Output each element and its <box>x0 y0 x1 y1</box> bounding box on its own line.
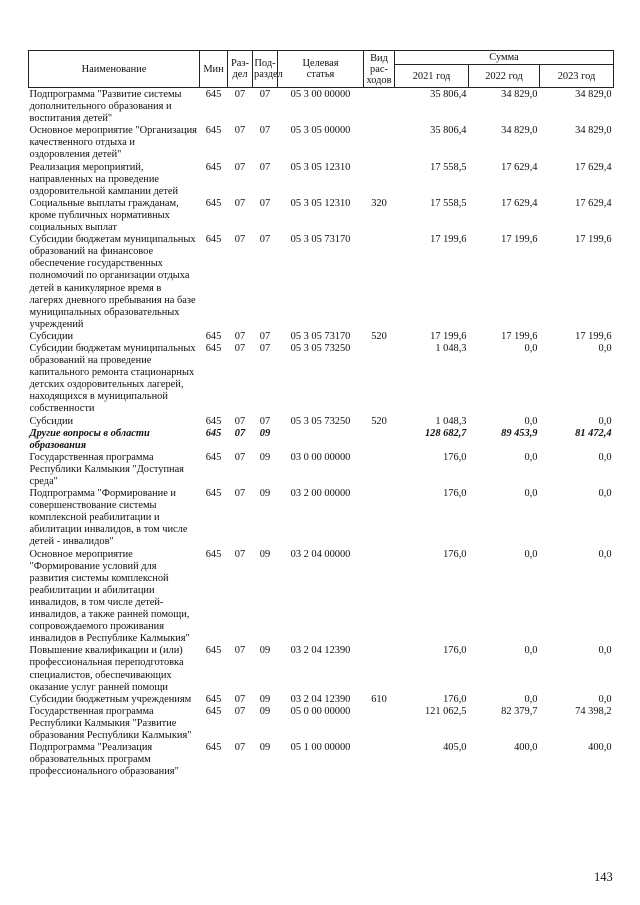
row-expense-type <box>364 452 395 488</box>
row-name: Подпрограмма "Реализация образовательных программ профессионального образования" <box>29 742 179 778</box>
row-sum-2021: 1 048,3 <box>435 342 467 354</box>
row-subsection: 07 <box>259 342 271 354</box>
table-row <box>29 416 614 428</box>
row-expense-type <box>364 549 395 646</box>
row-expense-type: 520 <box>371 415 387 427</box>
row-subsection: 09 <box>259 645 271 657</box>
row-sum-2021: 176,0 <box>443 645 467 657</box>
row-name: Государственная программа Республики Калмыкия "Развитие образования Республики Калмыкия" <box>29 705 192 741</box>
row-sum-2023: 0,0 <box>598 451 612 463</box>
row-name: Государственная программа Республики Калмыкия "Доступная среда" <box>29 451 184 487</box>
row-ministry: 645 <box>205 645 222 657</box>
row-section: 07 <box>234 645 246 657</box>
row-subsection: 07 <box>259 125 271 137</box>
row-name: Основное мероприятие "Организация качественного отдыха и оздоровления детей" <box>29 125 197 161</box>
row-name: Подпрограмма "Развитие системы дополнительного образования и воспитания детей" <box>29 89 182 125</box>
row-subsection: 09 <box>259 742 271 754</box>
header-name: Наименование <box>29 51 200 88</box>
row-section: 07 <box>234 234 246 246</box>
table-row <box>29 331 614 343</box>
row-target-item: 05 3 05 12310 <box>290 197 351 209</box>
row-expense-type <box>364 88 395 126</box>
row-sum-2022: 0,0 <box>524 645 538 657</box>
row-ministry: 645 <box>205 548 222 560</box>
table-row <box>29 428 614 452</box>
row-sum-2022: 17 199,6 <box>501 234 538 246</box>
row-section: 07 <box>234 125 246 137</box>
row-name: Повышение квалификации и (или) профессиональная переподготовка специалистов, обеспечивающих оказание услуг ранней помощи <box>29 645 184 693</box>
table-row <box>29 488 614 548</box>
row-sum-2022: 34 829,0 <box>501 125 538 137</box>
row-target-item: 05 3 05 73250 <box>290 415 351 427</box>
row-sum-2023: 17 199,6 <box>575 234 612 246</box>
row-expense-type: 320 <box>371 197 387 209</box>
row-expense-type <box>364 162 395 198</box>
row-sum-2023: 34 829,0 <box>575 125 612 137</box>
row-expense-type <box>364 234 395 331</box>
table-row <box>29 694 614 706</box>
row-ministry: 645 <box>205 197 222 209</box>
row-sum-2022: 82 379,7 <box>501 705 538 717</box>
row-ministry: 645 <box>205 451 222 463</box>
row-sum-2023: 0,0 <box>598 488 612 500</box>
row-subsection: 09 <box>259 427 271 439</box>
row-ministry: 645 <box>205 705 222 717</box>
header-year-2022: 2022 год <box>469 65 540 88</box>
row-expense-type <box>364 706 395 742</box>
row-sum-2023: 34 829,0 <box>575 89 612 100</box>
row-target-item: 03 0 00 00000 <box>290 451 351 463</box>
row-subsection: 07 <box>259 197 271 209</box>
row-expense-type <box>364 645 395 693</box>
row-sum-2022: 17 629,4 <box>501 161 538 173</box>
row-section: 07 <box>234 197 246 209</box>
row-name: Социальные выплаты гражданам, кроме публичных нормативных социальных выплат <box>29 197 179 234</box>
header-year-2023: 2023 год <box>540 65 614 88</box>
row-sum-2022: 400,0 <box>514 742 538 754</box>
row-subsection: 07 <box>259 89 271 100</box>
row-subsection: 07 <box>259 330 271 342</box>
row-sum-2023: 81 472,4 <box>575 427 612 439</box>
row-sum-2022: 0,0 <box>524 451 538 463</box>
header-year-2021: 2021 год <box>395 65 469 88</box>
row-name: Другие вопросы в области образования <box>29 427 150 451</box>
row-sum-2023: 0,0 <box>598 693 612 705</box>
row-section: 07 <box>234 488 246 500</box>
row-target-item: 05 3 00 00000 <box>290 89 351 100</box>
table-row <box>29 88 614 126</box>
row-subsection: 09 <box>259 548 271 560</box>
row-sum-2023: 0,0 <box>598 342 612 354</box>
row-name: Субсидии <box>29 415 74 427</box>
row-ministry: 645 <box>205 427 222 439</box>
row-sum-2021: 17 558,5 <box>430 197 467 209</box>
row-sum-2023: 0,0 <box>598 645 612 657</box>
row-ministry: 645 <box>205 89 222 100</box>
row-target-item: 03 2 04 12390 <box>290 645 351 657</box>
row-section: 07 <box>234 693 246 705</box>
row-sum-2022: 0,0 <box>524 548 538 560</box>
row-sum-2021: 35 806,4 <box>430 89 467 100</box>
row-section: 07 <box>234 415 246 427</box>
row-expense-type <box>364 742 395 778</box>
row-name: Субсидии бюджетам муниципальных образований на проведение капитального ремонта стационарных детских оздоровительных лагерей, находящихся в муниципальной собственности <box>29 342 196 415</box>
row-name: Субсидии бюджетным учреждениям <box>29 693 192 705</box>
row-target-item: 05 1 00 00000 <box>290 742 351 754</box>
row-sum-2022: 34 829,0 <box>501 89 538 100</box>
header-subsection: Под- раздел <box>253 51 278 88</box>
row-sum-2021: 128 682,7 <box>424 427 467 439</box>
row-sum-2022: 17 629,4 <box>501 197 538 209</box>
row-section: 07 <box>234 427 246 439</box>
table-row <box>29 162 614 198</box>
row-sum-2021: 405,0 <box>443 742 467 754</box>
row-ministry: 645 <box>205 234 222 246</box>
row-section: 07 <box>234 342 246 354</box>
row-section: 07 <box>234 330 246 342</box>
row-expense-type <box>364 343 395 416</box>
row-sum-2021: 176,0 <box>443 548 467 560</box>
row-ministry: 645 <box>205 125 222 137</box>
row-name: Подпрограмма "Формирование и совершенствование системы комплексной реабилитации и абилитации инвалидов, в том числе детей - инвалидов" <box>29 488 188 548</box>
row-subsection: 09 <box>259 705 271 717</box>
table-body <box>29 88 614 779</box>
table-row <box>29 645 614 693</box>
row-section: 07 <box>234 89 246 100</box>
table-row <box>29 343 614 416</box>
row-sum-2021: 121 062,5 <box>424 705 467 717</box>
row-sum-2023: 0,0 <box>598 415 612 427</box>
row-ministry: 645 <box>205 693 222 705</box>
row-ministry: 645 <box>205 161 222 173</box>
row-section: 07 <box>234 161 246 173</box>
row-expense-type <box>364 488 395 548</box>
row-sum-2021: 17 558,5 <box>430 161 467 173</box>
page-number: 143 <box>594 870 613 884</box>
header-section: Раз- дел <box>228 51 253 88</box>
row-target-item: 05 3 05 00000 <box>290 125 351 137</box>
header-sum: Сумма <box>395 51 614 65</box>
row-sum-2021: 176,0 <box>443 451 467 463</box>
table-row <box>29 549 614 646</box>
row-sum-2023: 400,0 <box>588 742 612 754</box>
row-ministry: 645 <box>205 488 222 500</box>
row-sum-2023: 17 629,4 <box>575 161 612 173</box>
row-target-item: 03 2 04 12390 <box>290 693 351 705</box>
row-sum-2023: 17 199,6 <box>575 330 612 342</box>
row-sum-2022: 0,0 <box>524 693 538 705</box>
row-section: 07 <box>234 451 246 463</box>
row-target-item: 05 3 05 12310 <box>290 161 351 173</box>
row-name: Субсидии <box>29 330 74 342</box>
table-row <box>29 452 614 488</box>
row-subsection: 09 <box>259 451 271 463</box>
row-sum-2023: 74 398,2 <box>575 705 612 717</box>
row-sum-2022: 0,0 <box>524 415 538 427</box>
row-name: Основное мероприятие "Формирование условий для развития системы комплексной реабилитации и абилитации инвалидов, в том числе детей-инвалидов, а также ранней помощи, сопровождаемого проживания инвалидов в Республике Калмыкия" <box>29 548 190 645</box>
row-name: Реализация мероприятий, направленных на проведение оздоровительной кампании детей <box>29 161 179 197</box>
row-sum-2021: 176,0 <box>443 488 467 500</box>
row-subsection: 09 <box>259 693 271 705</box>
header-expense-type: Вид рас- ходов <box>364 51 395 88</box>
row-expense-type <box>364 125 395 161</box>
row-sum-2022: 0,0 <box>524 342 538 354</box>
row-sum-2022: 0,0 <box>524 488 538 500</box>
row-target-item: 05 3 05 73250 <box>290 342 351 354</box>
row-section: 07 <box>234 548 246 560</box>
row-sum-2023: 17 629,4 <box>575 197 612 209</box>
row-sum-2021: 17 199,6 <box>430 330 467 342</box>
row-expense-type <box>364 428 395 452</box>
row-target-item: 05 3 05 73170 <box>290 234 351 246</box>
row-section: 07 <box>234 705 246 717</box>
row-subsection: 07 <box>259 415 271 427</box>
row-sum-2021: 35 806,4 <box>430 125 467 137</box>
row-sum-2023: 0,0 <box>598 548 612 560</box>
table-row <box>29 125 614 161</box>
header-ministry: Мин <box>200 51 228 88</box>
row-sum-2022: 89 453,9 <box>501 427 538 439</box>
table-row <box>29 198 614 234</box>
row-target-item: 03 2 00 00000 <box>290 488 351 500</box>
row-sum-2021: 1 048,3 <box>435 415 467 427</box>
row-ministry: 645 <box>205 415 222 427</box>
row-ministry: 645 <box>205 742 222 754</box>
row-subsection: 09 <box>259 488 271 500</box>
budget-table <box>28 50 614 778</box>
row-sum-2022: 17 199,6 <box>501 330 538 342</box>
table-row <box>29 706 614 742</box>
header-target-item: Целевая статья <box>278 51 364 88</box>
row-expense-type: 520 <box>371 330 387 342</box>
table-row <box>29 234 614 331</box>
row-target-item: 05 3 05 73170 <box>290 330 351 342</box>
row-sum-2021: 176,0 <box>443 693 467 705</box>
table-header <box>29 51 614 88</box>
row-expense-type: 610 <box>371 693 387 705</box>
row-ministry: 645 <box>205 330 222 342</box>
row-target-item <box>278 428 364 452</box>
row-sum-2021: 17 199,6 <box>430 234 467 246</box>
table-row <box>29 742 614 778</box>
row-target-item: 03 2 04 00000 <box>290 548 351 560</box>
row-subsection: 07 <box>259 161 271 173</box>
row-subsection: 07 <box>259 234 271 246</box>
row-name: Субсидии бюджетам муниципальных образований на финансовое обеспечение государственных полномочий по организации отдыха детей в каникулярное время в лагерях дневного пребывания на базе муниципальных образовательных учреждений <box>29 234 196 330</box>
row-section: 07 <box>234 742 246 754</box>
row-target-item: 05 0 00 00000 <box>290 705 351 717</box>
row-ministry: 645 <box>205 342 222 354</box>
